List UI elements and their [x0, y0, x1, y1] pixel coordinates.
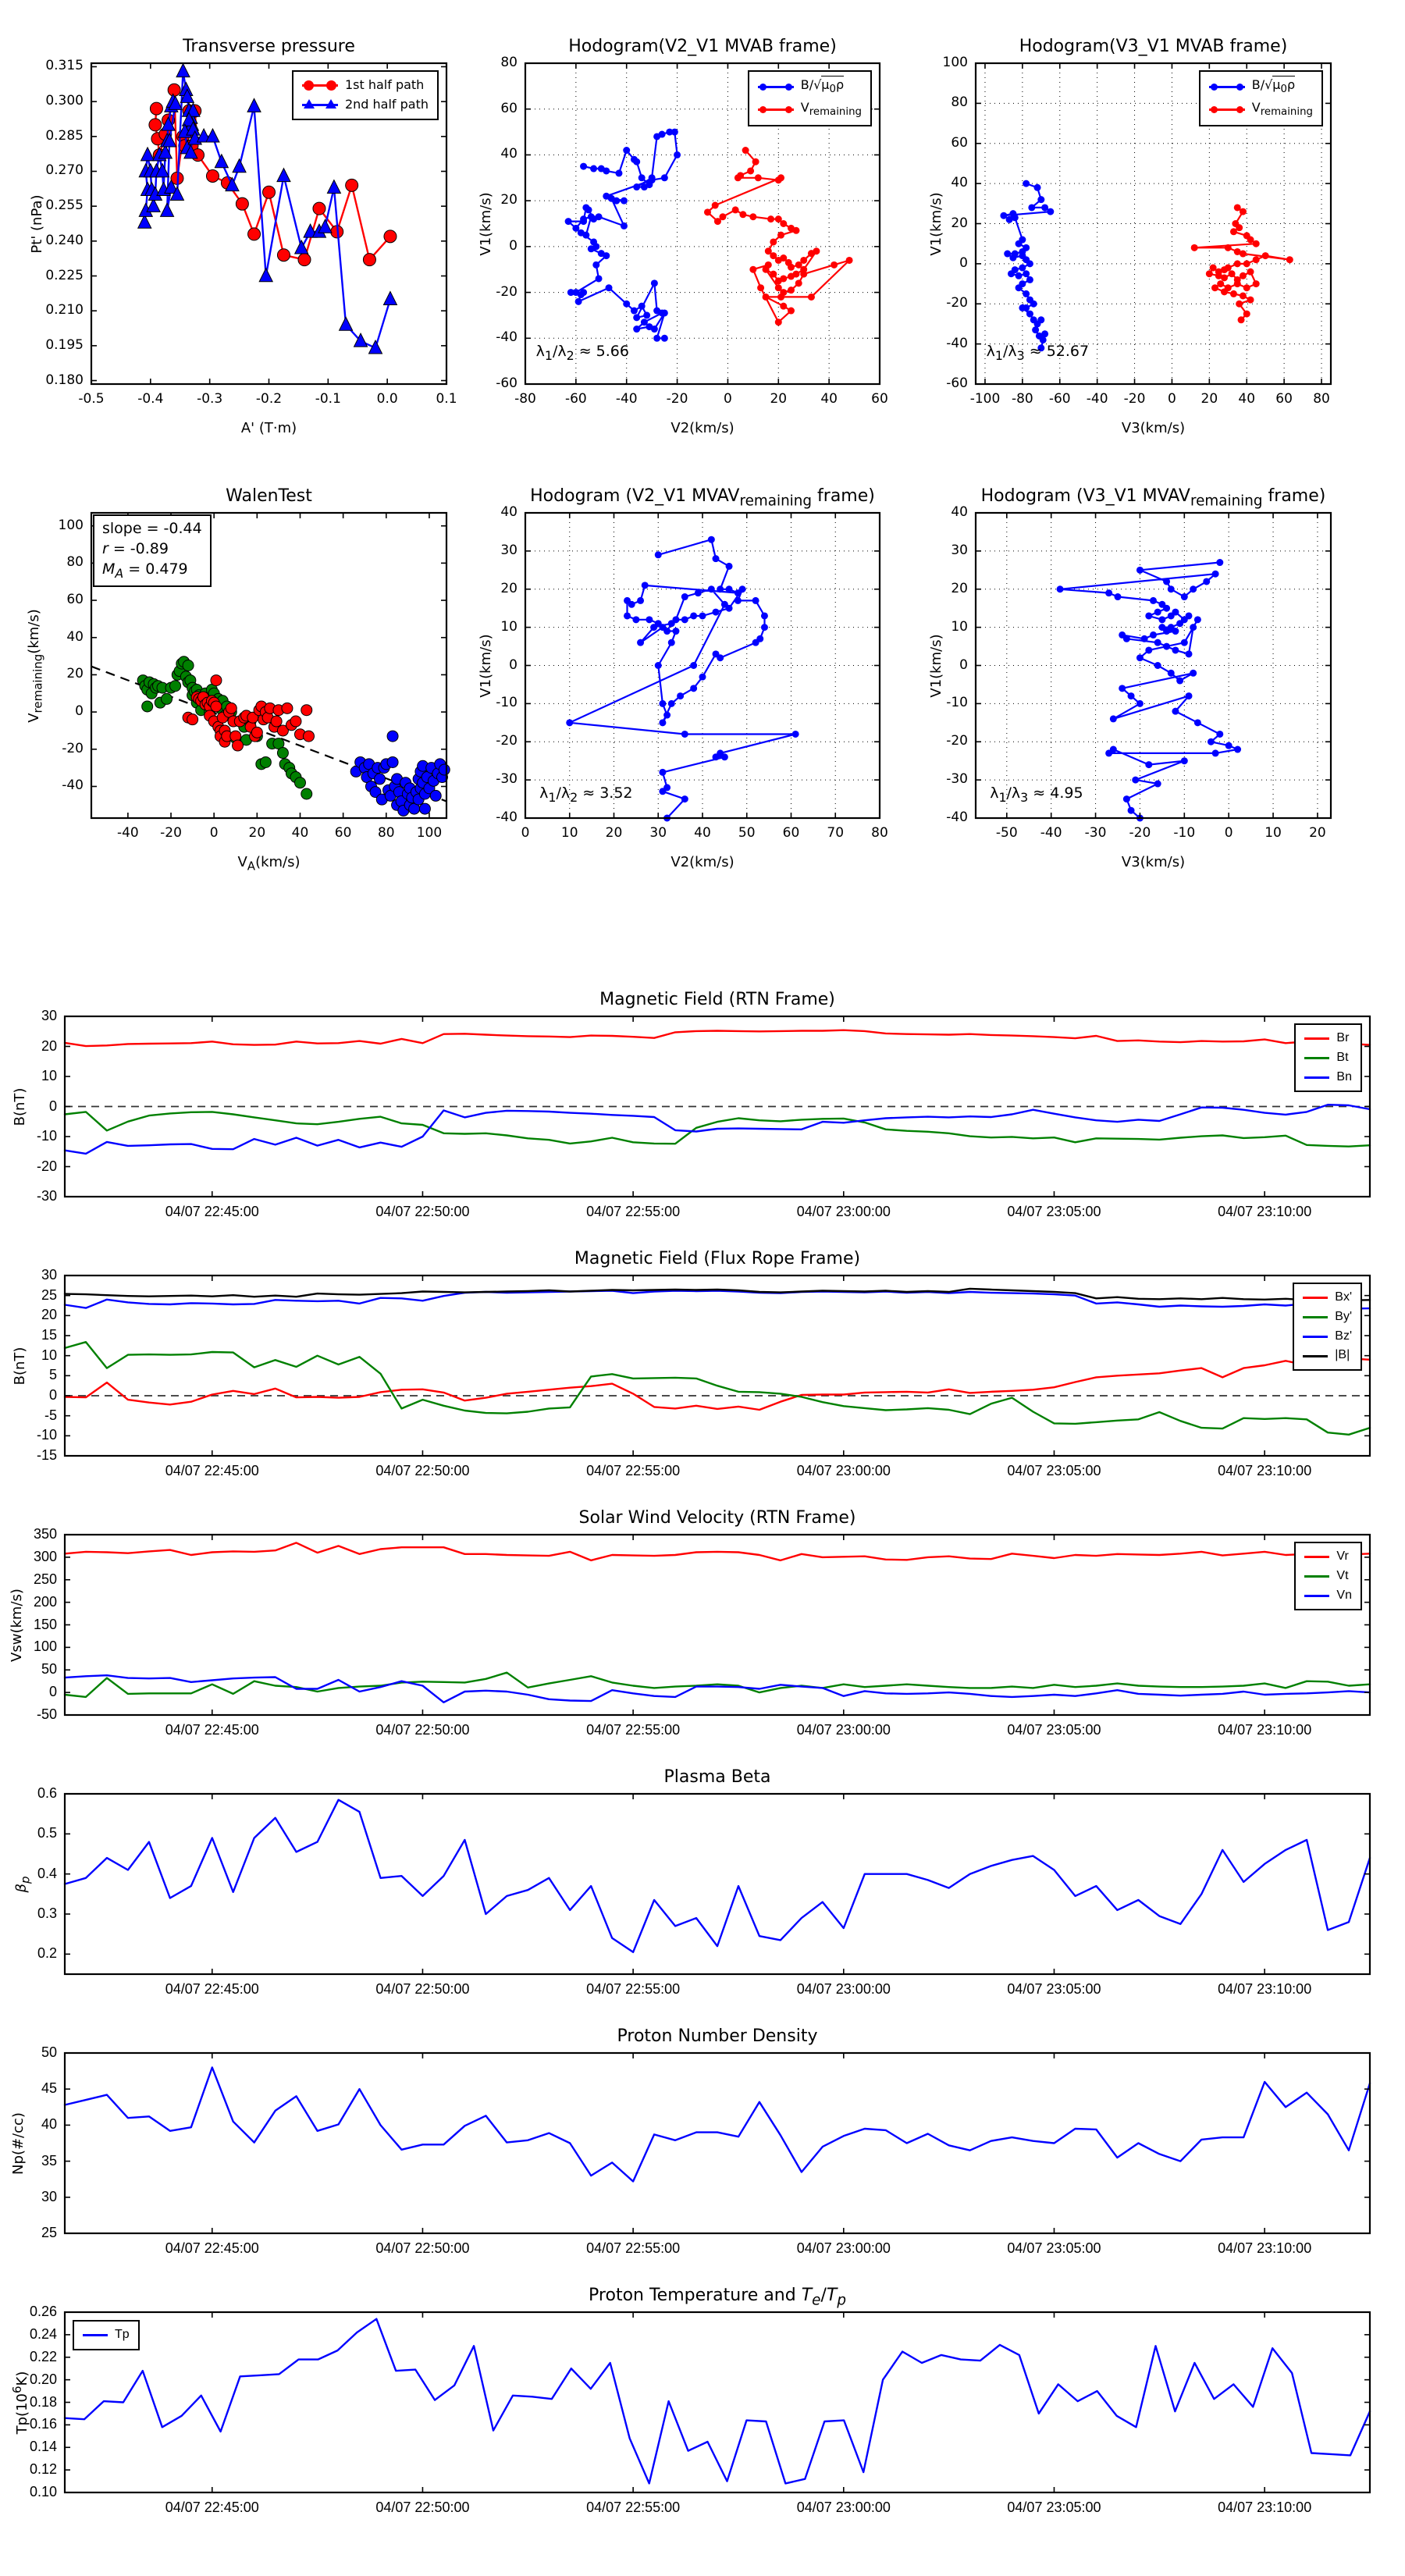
- legend-line-sample: [1304, 1072, 1329, 1083]
- mf_fr-xtick-label: 04/07 22:50:00: [375, 1463, 470, 1478]
- h31-xtick-label: 40: [1238, 391, 1256, 407]
- legend-line-sample: [1303, 1311, 1328, 1322]
- vsw-ytick-label: -50: [36, 1706, 57, 1722]
- legend-item: [1304, 1567, 1352, 1586]
- tp_temp-ytick-label: 0.22: [29, 2348, 57, 2364]
- tp_temp-title: Proton Temperature and $T_e/T_p$: [589, 2286, 846, 2309]
- mf_rtn-xtick-label: 04/07 23:10:00: [1218, 1204, 1312, 1219]
- legend-item: [1303, 1288, 1352, 1308]
- h22-ytick-label: 20: [500, 580, 518, 596]
- legend-item-label: 2nd half path: [344, 96, 429, 112]
- legend-item-label: Vn: [1336, 1588, 1352, 1602]
- walen-test-chart: [16, 465, 468, 918]
- beta-xtick-label: 04/07 23:05:00: [1007, 1981, 1101, 1997]
- h31-xtick-label: -60: [1048, 391, 1071, 407]
- mf_rtn-ytick-label: 10: [41, 1068, 57, 1083]
- h32-xtick-label: 0: [1224, 825, 1233, 841]
- mf_fr-xtick-label: 04/07 23:00:00: [796, 1463, 891, 1478]
- mf_rtn-title: Magnetic Field (RTN Frame): [599, 990, 835, 1009]
- mf_rtn-xtick-label: 04/07 22:55:00: [586, 1204, 681, 1219]
- vsw-ytick-label: 100: [33, 1638, 57, 1655]
- wt-ylabel: $V_{remaining}(km/s)$: [26, 608, 45, 723]
- legend-line-sample: [1303, 1350, 1328, 1361]
- tp-ytick-label: 0.195: [45, 336, 84, 353]
- mf_rtn-ytick-label: 0: [48, 1098, 57, 1114]
- vsw-xtick-label: 04/07 23:00:00: [796, 1722, 891, 1738]
- legend-item-label: $V_{remaining}$: [1251, 99, 1313, 119]
- tp-xtick-label: -0.1: [315, 391, 341, 407]
- magnetic-field-rtn-chart: [0, 968, 1405, 1227]
- legend-line-sample: [1209, 104, 1245, 115]
- mf_fr-xtick-label: 04/07 22:55:00: [586, 1463, 681, 1478]
- vsw-xtick-label: 04/07 22:55:00: [586, 1722, 681, 1738]
- np-ytick-label: 40: [41, 2116, 57, 2133]
- wt-ytick-label: 60: [66, 592, 84, 608]
- wt-stats-box: slope = -0.44 r = -0.89 $M_A = 0.479$: [93, 514, 212, 587]
- h32-ytick-label: -10: [946, 695, 968, 711]
- np-ytick-label: 30: [41, 2188, 57, 2204]
- plasma-beta-chart: [0, 1745, 1405, 2005]
- mf_fr-ytick-label: -10: [36, 1427, 57, 1443]
- legend-item: [1303, 1327, 1352, 1347]
- wt-ytick-label: 100: [58, 517, 84, 533]
- legend-item-label: Tp: [115, 2328, 130, 2341]
- h22-ytick-label: -40: [496, 809, 518, 825]
- h22-annotation: $\lambda_1/\lambda_2 \approx 3.52$: [539, 784, 633, 805]
- beta-xtick-label: 04/07 23:10:00: [1218, 1981, 1312, 1997]
- np-xtick-label: 04/07 22:45:00: [165, 2240, 259, 2256]
- beta-ylabel: $\beta_p$: [13, 1875, 33, 1893]
- h31-title: Hodogram(V3_V1 MVAB frame): [1019, 37, 1288, 56]
- h21-ytick-label: 20: [500, 192, 518, 208]
- legend-line-sample: [1303, 1292, 1328, 1303]
- legend-line-sample: [758, 81, 794, 92]
- tp-title: Transverse pressure: [183, 37, 355, 56]
- h32-xtick-label: -40: [1040, 825, 1062, 841]
- h31-ytick-label: 40: [951, 175, 968, 191]
- np-xtick-label: 04/07 22:50:00: [375, 2240, 470, 2256]
- h22-ytick-label: 0: [509, 656, 518, 673]
- h22-xtick-label: 50: [738, 825, 756, 841]
- h32-xlabel: V3(km/s): [1121, 854, 1186, 870]
- mf_fr-ytick-label: -5: [44, 1407, 57, 1423]
- beta-ytick-label: 0.5: [37, 1825, 57, 1841]
- h31-xtick-label: -80: [1011, 391, 1033, 407]
- h22-xtick-label: 80: [871, 825, 888, 841]
- legend-line-sample: [302, 80, 338, 91]
- wt-ytick-label: 0: [75, 703, 84, 720]
- tp-xtick-label: -0.4: [137, 391, 164, 407]
- np-xtick-label: 04/07 23:10:00: [1218, 2240, 1312, 2256]
- mf_fr-title: Magnetic Field (Flux Rope Frame): [574, 1249, 861, 1268]
- h21-ytick-label: 0: [509, 237, 518, 254]
- legend-item: [758, 98, 862, 121]
- legend-line-sample: [1304, 1033, 1329, 1044]
- beta-ytick-label: 0.3: [37, 1905, 57, 1921]
- h21-legend: [748, 70, 872, 126]
- hodogram-v3v1-mvab-chart: [921, 16, 1374, 468]
- h21-title: Hodogram(V2_V1 MVAB frame): [568, 37, 837, 56]
- h22-plot-canvas: [471, 465, 923, 918]
- h22-ytick-label: 10: [500, 618, 518, 635]
- h22-xtick-label: 10: [560, 825, 578, 841]
- legend-item-label: By': [1335, 1309, 1352, 1323]
- beta-ytick-label: 0.6: [37, 1785, 57, 1801]
- h22-ylabel: V1(km/s): [478, 633, 494, 698]
- legend-item: [302, 95, 429, 115]
- vsw-ylabel: Vsw(km/s): [9, 1588, 25, 1662]
- h31-legend: [1199, 70, 1323, 126]
- wt-plot-canvas: [16, 465, 468, 918]
- legend-line-sample: [302, 99, 338, 110]
- mf_rtn-ytick-label: 20: [41, 1037, 57, 1054]
- solar-wind-velocity-chart: [0, 1486, 1405, 1745]
- h21-xtick-label: 0: [724, 391, 732, 407]
- h31-ytick-label: -40: [946, 335, 968, 351]
- np-title: Proton Number Density: [617, 2026, 818, 2046]
- h32-title: Hodogram (V3_V1 $MVAV_{remaining}$ frame): [980, 486, 1326, 510]
- h31-ytick-label: 0: [959, 254, 968, 271]
- magnetic-field-flux-rope-chart: [0, 1227, 1405, 1486]
- legend-item: [1304, 1586, 1352, 1606]
- tp-xlabel: A' (T·m): [240, 420, 297, 436]
- legend-item: [302, 76, 429, 95]
- vsw-xtick-label: 04/07 22:50:00: [375, 1722, 470, 1738]
- tp-xtick-label: -0.5: [78, 391, 105, 407]
- h31-ytick-label: 60: [951, 134, 968, 151]
- mf_rtn-ytick-label: -20: [36, 1158, 57, 1174]
- h22-xtick-label: 70: [827, 825, 845, 841]
- tp-ytick-label: 0.240: [45, 232, 84, 248]
- tp-ylabel: Pt' (nPa): [29, 194, 45, 254]
- vsw-ytick-label: 300: [33, 1548, 57, 1564]
- legend-line-sample: [83, 2329, 108, 2340]
- hodogram-v3v1-mvav-chart: [921, 465, 1374, 918]
- h32-ytick-label: 30: [951, 542, 968, 558]
- h21-xlabel: V2(km/s): [670, 420, 735, 436]
- tp_temp-ytick-label: 0.20: [29, 2371, 57, 2387]
- mf_fr-ytick-label: 25: [41, 1286, 57, 1303]
- wt-ytick-label: -20: [62, 740, 84, 756]
- tp_temp-ytick-label: 0.24: [29, 2325, 57, 2342]
- h21-ytick-label: 40: [500, 146, 518, 162]
- h21-ylabel: V1(km/s): [478, 191, 494, 256]
- h32-plot-canvas: [921, 465, 1374, 918]
- h31-ytick-label: 100: [942, 55, 968, 70]
- wt-ytick-label: 40: [66, 628, 84, 645]
- tp-xtick-label: 0.0: [376, 391, 398, 407]
- mf_rtn-xtick-label: 04/07 23:05:00: [1007, 1204, 1101, 1219]
- tp_temp-xtick-label: 04/07 23:10:00: [1218, 2500, 1312, 2515]
- wt-xtick-label: 0: [209, 825, 219, 841]
- legend-item-label: 1st half path: [344, 77, 425, 92]
- legend-item: [1304, 1029, 1352, 1048]
- mf_fr-legend: [1293, 1283, 1362, 1371]
- h31-ytick-label: 20: [951, 215, 968, 231]
- h21-ytick-label: -40: [496, 329, 518, 346]
- h21-ytick-label: 80: [500, 55, 518, 70]
- h31-xtick-label: 0: [1168, 391, 1176, 407]
- h22-xlabel: V2(km/s): [670, 854, 735, 870]
- legend-line-sample: [1304, 1571, 1329, 1582]
- vsw-xtick-label: 04/07 23:05:00: [1007, 1722, 1101, 1738]
- tp_temp-ytick-label: 0.18: [29, 2393, 57, 2410]
- tp-ytick-label: 0.225: [45, 267, 84, 283]
- h22-ytick-label: -20: [496, 733, 518, 749]
- h32-xtick-label: 20: [1309, 825, 1326, 841]
- tp_temp-xtick-label: 04/07 23:05:00: [1007, 2500, 1101, 2515]
- mf_rtn-xtick-label: 04/07 22:45:00: [165, 1204, 259, 1219]
- legend-item-label: $V_{remaining}$: [800, 99, 862, 119]
- np-ytick-label: 35: [41, 2152, 57, 2169]
- np-xtick-label: 04/07 22:55:00: [586, 2240, 681, 2256]
- vsw-xtick-label: 04/07 23:10:00: [1218, 1722, 1312, 1738]
- np-ytick-label: 45: [41, 2080, 57, 2097]
- mf_fr-ytick-label: 5: [48, 1367, 57, 1383]
- h32-ytick-label: -20: [946, 733, 968, 749]
- h31-xtick-label: 60: [1275, 391, 1293, 407]
- wt-xtick-label: 40: [291, 825, 309, 841]
- np-ylabel: Np(#/cc): [10, 2112, 27, 2175]
- h31-xtick-label: -100: [969, 391, 1001, 407]
- h21-xtick-label: -20: [666, 391, 688, 407]
- h22-xtick-label: 60: [782, 825, 800, 841]
- tp-xtick-label: -0.3: [197, 391, 223, 407]
- h22-title: Hodogram (V2_V1 $MVAV_{remaining}$ frame): [530, 486, 875, 510]
- h32-xtick-label: -50: [995, 825, 1018, 841]
- h31-ytick-label: -60: [946, 375, 968, 391]
- h22-xtick-label: 30: [649, 825, 667, 841]
- hodogram-v2v1-mvab-chart: [471, 16, 923, 468]
- legend-item-label: Vt: [1336, 1568, 1349, 1582]
- mf_rtn-ytick-label: 30: [41, 1008, 57, 1023]
- tp_temp-xtick-label: 04/07 22:45:00: [165, 2500, 259, 2515]
- mf_fr-ytick-label: 10: [41, 1347, 57, 1363]
- mf_fr-ytick-label: 15: [41, 1327, 57, 1343]
- tp_temp-ytick-label: 0.26: [29, 2304, 57, 2319]
- transverse-pressure-chart: [16, 16, 468, 468]
- tp_temp-xtick-label: 04/07 22:55:00: [586, 2500, 681, 2515]
- wt-ytick-label: 20: [66, 666, 84, 682]
- h31-xtick-label: -20: [1123, 391, 1146, 407]
- tp-legend: [292, 70, 439, 120]
- np-xtick-label: 04/07 23:05:00: [1007, 2240, 1101, 2256]
- vsw-ytick-label: 0: [48, 1684, 57, 1700]
- wt-title: WalenTest: [226, 486, 312, 506]
- legend-item: [758, 76, 862, 98]
- h32-xtick-label: -30: [1084, 825, 1107, 841]
- wt-ytick-label: -40: [62, 777, 84, 794]
- mf_fr-xtick-label: 04/07 23:05:00: [1007, 1463, 1101, 1478]
- h32-ytick-label: 10: [951, 618, 968, 635]
- h21-ytick-label: -20: [496, 283, 518, 300]
- beta-ytick-label: 0.4: [37, 1865, 57, 1881]
- legend-item-label: Br: [1336, 1031, 1350, 1044]
- wt-xtick-label: -40: [116, 825, 139, 841]
- h31-xtick-label: 20: [1200, 391, 1218, 407]
- legend-item: [1304, 1547, 1352, 1567]
- h22-xtick-label: 20: [605, 825, 623, 841]
- tp_temp-ytick-label: 0.14: [29, 2439, 57, 2455]
- np-xtick-label: 04/07 23:00:00: [796, 2240, 891, 2256]
- hodogram-v2v1-mvav-chart: [471, 465, 923, 918]
- legend-item-label: Bn: [1336, 1069, 1352, 1083]
- beta-xtick-label: 04/07 23:00:00: [796, 1981, 891, 1997]
- legend-item-label: Bx': [1335, 1290, 1352, 1304]
- beta-xtick-label: 04/07 22:55:00: [586, 1981, 681, 1997]
- h21-xtick-label: -60: [564, 391, 587, 407]
- h22-ytick-label: -10: [496, 695, 518, 711]
- beta-title: Plasma Beta: [663, 1767, 771, 1787]
- h21-xtick-label: -80: [514, 391, 536, 407]
- h32-xtick-label: -20: [1129, 825, 1151, 841]
- legend-item-label: $B/√\mu_0\rho$: [1251, 77, 1296, 96]
- proton-temperature-chart: [0, 2264, 1405, 2523]
- legend-item-label: Bz': [1335, 1329, 1352, 1343]
- h32-ytick-label: -30: [946, 771, 968, 788]
- tp-xtick-label: 0.1: [436, 391, 457, 407]
- mf_fr-xtick-label: 04/07 23:10:00: [1218, 1463, 1312, 1478]
- mf_fr-ytick-label: -15: [36, 1447, 57, 1463]
- wt-xtick-label: -20: [160, 825, 182, 841]
- h32-ytick-label: 20: [951, 580, 968, 596]
- tp_temp-ytick-label: 0.16: [29, 2416, 57, 2432]
- tp-ytick-label: 0.270: [45, 162, 84, 179]
- tp_temp-ytick-label: 0.10: [29, 2484, 57, 2500]
- legend-item: [83, 2325, 130, 2345]
- h31-ytick-label: -20: [946, 295, 968, 311]
- h21-xtick-label: 60: [871, 391, 888, 407]
- wt-xtick-label: 60: [334, 825, 352, 841]
- legend-line-sample: [1304, 1052, 1329, 1063]
- legend-line-sample: [1304, 1590, 1329, 1601]
- vsw-ytick-label: 50: [41, 1661, 57, 1678]
- legend-item: [1304, 1048, 1352, 1068]
- legend-item-label: Vr: [1336, 1550, 1349, 1563]
- beta-xtick-label: 04/07 22:45:00: [165, 1981, 259, 1997]
- h32-ytick-label: -40: [946, 809, 968, 825]
- vsw-ytick-label: 150: [33, 1616, 57, 1632]
- tp-ytick-label: 0.300: [45, 93, 84, 109]
- mf_rtn-ylabel: B(nT): [12, 1087, 28, 1126]
- vsw-ytick-label: 200: [33, 1593, 57, 1610]
- tp-xtick-label: -0.2: [255, 391, 283, 407]
- h21-xtick-label: 40: [820, 391, 838, 407]
- mf_fr-xtick-label: 04/07 22:45:00: [165, 1463, 259, 1478]
- mf_rtn-ytick-label: -30: [36, 1188, 57, 1204]
- wt-xlabel: $V_A(km/s)$: [237, 854, 301, 873]
- wt-xtick-label: 20: [248, 825, 266, 841]
- tp_temp-ylabel: $Tp(10^6K)$: [10, 2371, 30, 2434]
- h32-annotation: $\lambda_1/\lambda_3 \approx 4.95$: [990, 784, 1083, 805]
- legend-item: [1304, 1068, 1352, 1087]
- mf_fr-ytick-label: 30: [41, 1267, 57, 1283]
- h32-ytick-label: 40: [951, 504, 968, 520]
- mf_rtn-ytick-label: -10: [36, 1128, 57, 1144]
- legend-line-sample: [758, 104, 794, 115]
- h32-xtick-label: 10: [1264, 825, 1282, 841]
- mf_rtn-xtick-label: 04/07 23:00:00: [796, 1204, 891, 1219]
- proton-density-chart: [0, 2005, 1405, 2264]
- mf_rtn-legend: [1294, 1023, 1362, 1092]
- tp_temp-legend: [73, 2320, 140, 2350]
- vsw-ytick-label: 350: [33, 1526, 57, 1542]
- h21-annotation: $\lambda_1/\lambda_2 \approx 5.66$: [535, 342, 629, 363]
- h32-xtick-label: -10: [1173, 825, 1196, 841]
- legend-item: [1209, 98, 1313, 121]
- tp_temp-xtick-label: 04/07 23:00:00: [796, 2500, 891, 2515]
- beta-xtick-label: 04/07 22:50:00: [375, 1981, 470, 1997]
- legend-line-sample: [1209, 81, 1245, 92]
- wt-xtick-label: 80: [377, 825, 395, 841]
- h21-xtick-label: 20: [770, 391, 788, 407]
- legend-item-label: $B/√\mu_0\rho$: [800, 77, 845, 96]
- tp-ytick-label: 0.210: [45, 302, 84, 318]
- legend-item: [1303, 1308, 1352, 1327]
- wt-ytick-label: 80: [66, 554, 84, 571]
- mf_fr-ytick-label: 0: [48, 1387, 57, 1403]
- np-ytick-label: 50: [41, 2044, 57, 2060]
- mf_fr-ytick-label: 20: [41, 1307, 57, 1323]
- tp-ytick-label: 0.285: [45, 127, 84, 144]
- h22-xtick-label: 0: [521, 825, 530, 841]
- legend-line-sample: [1304, 1551, 1329, 1562]
- beta-ytick-label: 0.2: [37, 1945, 57, 1962]
- mf_fr-ylabel: B(nT): [12, 1347, 28, 1385]
- legend-item: [1303, 1346, 1352, 1365]
- h32-ytick-label: 0: [959, 656, 968, 673]
- legend-line-sample: [1303, 1331, 1328, 1342]
- h21-ytick-label: 60: [500, 100, 518, 116]
- h22-ytick-label: 30: [500, 542, 518, 558]
- np-ytick-label: 25: [41, 2225, 57, 2240]
- h31-xtick-label: 80: [1313, 391, 1330, 407]
- h31-ylabel: V1(km/s): [928, 191, 944, 256]
- h31-xlabel: V3(km/s): [1121, 420, 1186, 436]
- h32-ylabel: V1(km/s): [928, 633, 944, 698]
- tp_temp-xtick-label: 04/07 22:50:00: [375, 2500, 470, 2515]
- vsw-xtick-label: 04/07 22:45:00: [165, 1722, 259, 1738]
- h31-annotation: $\lambda_1/\lambda_3 \approx 52.67$: [986, 342, 1090, 363]
- vsw-title: Solar Wind Velocity (RTN Frame): [578, 1508, 856, 1528]
- h22-ytick-label: -30: [496, 771, 518, 788]
- legend-item-label: Bt: [1336, 1050, 1349, 1064]
- tp-ytick-label: 0.255: [45, 197, 84, 214]
- h21-ytick-label: -60: [496, 375, 518, 391]
- wt-xtick-label: 100: [416, 825, 443, 841]
- h31-ytick-label: 80: [951, 94, 968, 111]
- vsw-legend: [1294, 1542, 1362, 1610]
- h22-xtick-label: 40: [694, 825, 711, 841]
- h21-xtick-label: -40: [615, 391, 638, 407]
- tp-ytick-label: 0.315: [45, 58, 84, 74]
- tp_temp-ytick-label: 0.12: [29, 2461, 57, 2478]
- tp-ytick-label: 0.180: [45, 372, 84, 388]
- vsw-ytick-label: 250: [33, 1571, 57, 1587]
- legend-item-label: |B|: [1335, 1348, 1350, 1362]
- h22-ytick-label: 40: [500, 504, 518, 520]
- h31-xtick-label: -40: [1086, 391, 1108, 407]
- legend-item: [1209, 76, 1313, 98]
- mf_rtn-xtick-label: 04/07 22:50:00: [375, 1204, 470, 1219]
